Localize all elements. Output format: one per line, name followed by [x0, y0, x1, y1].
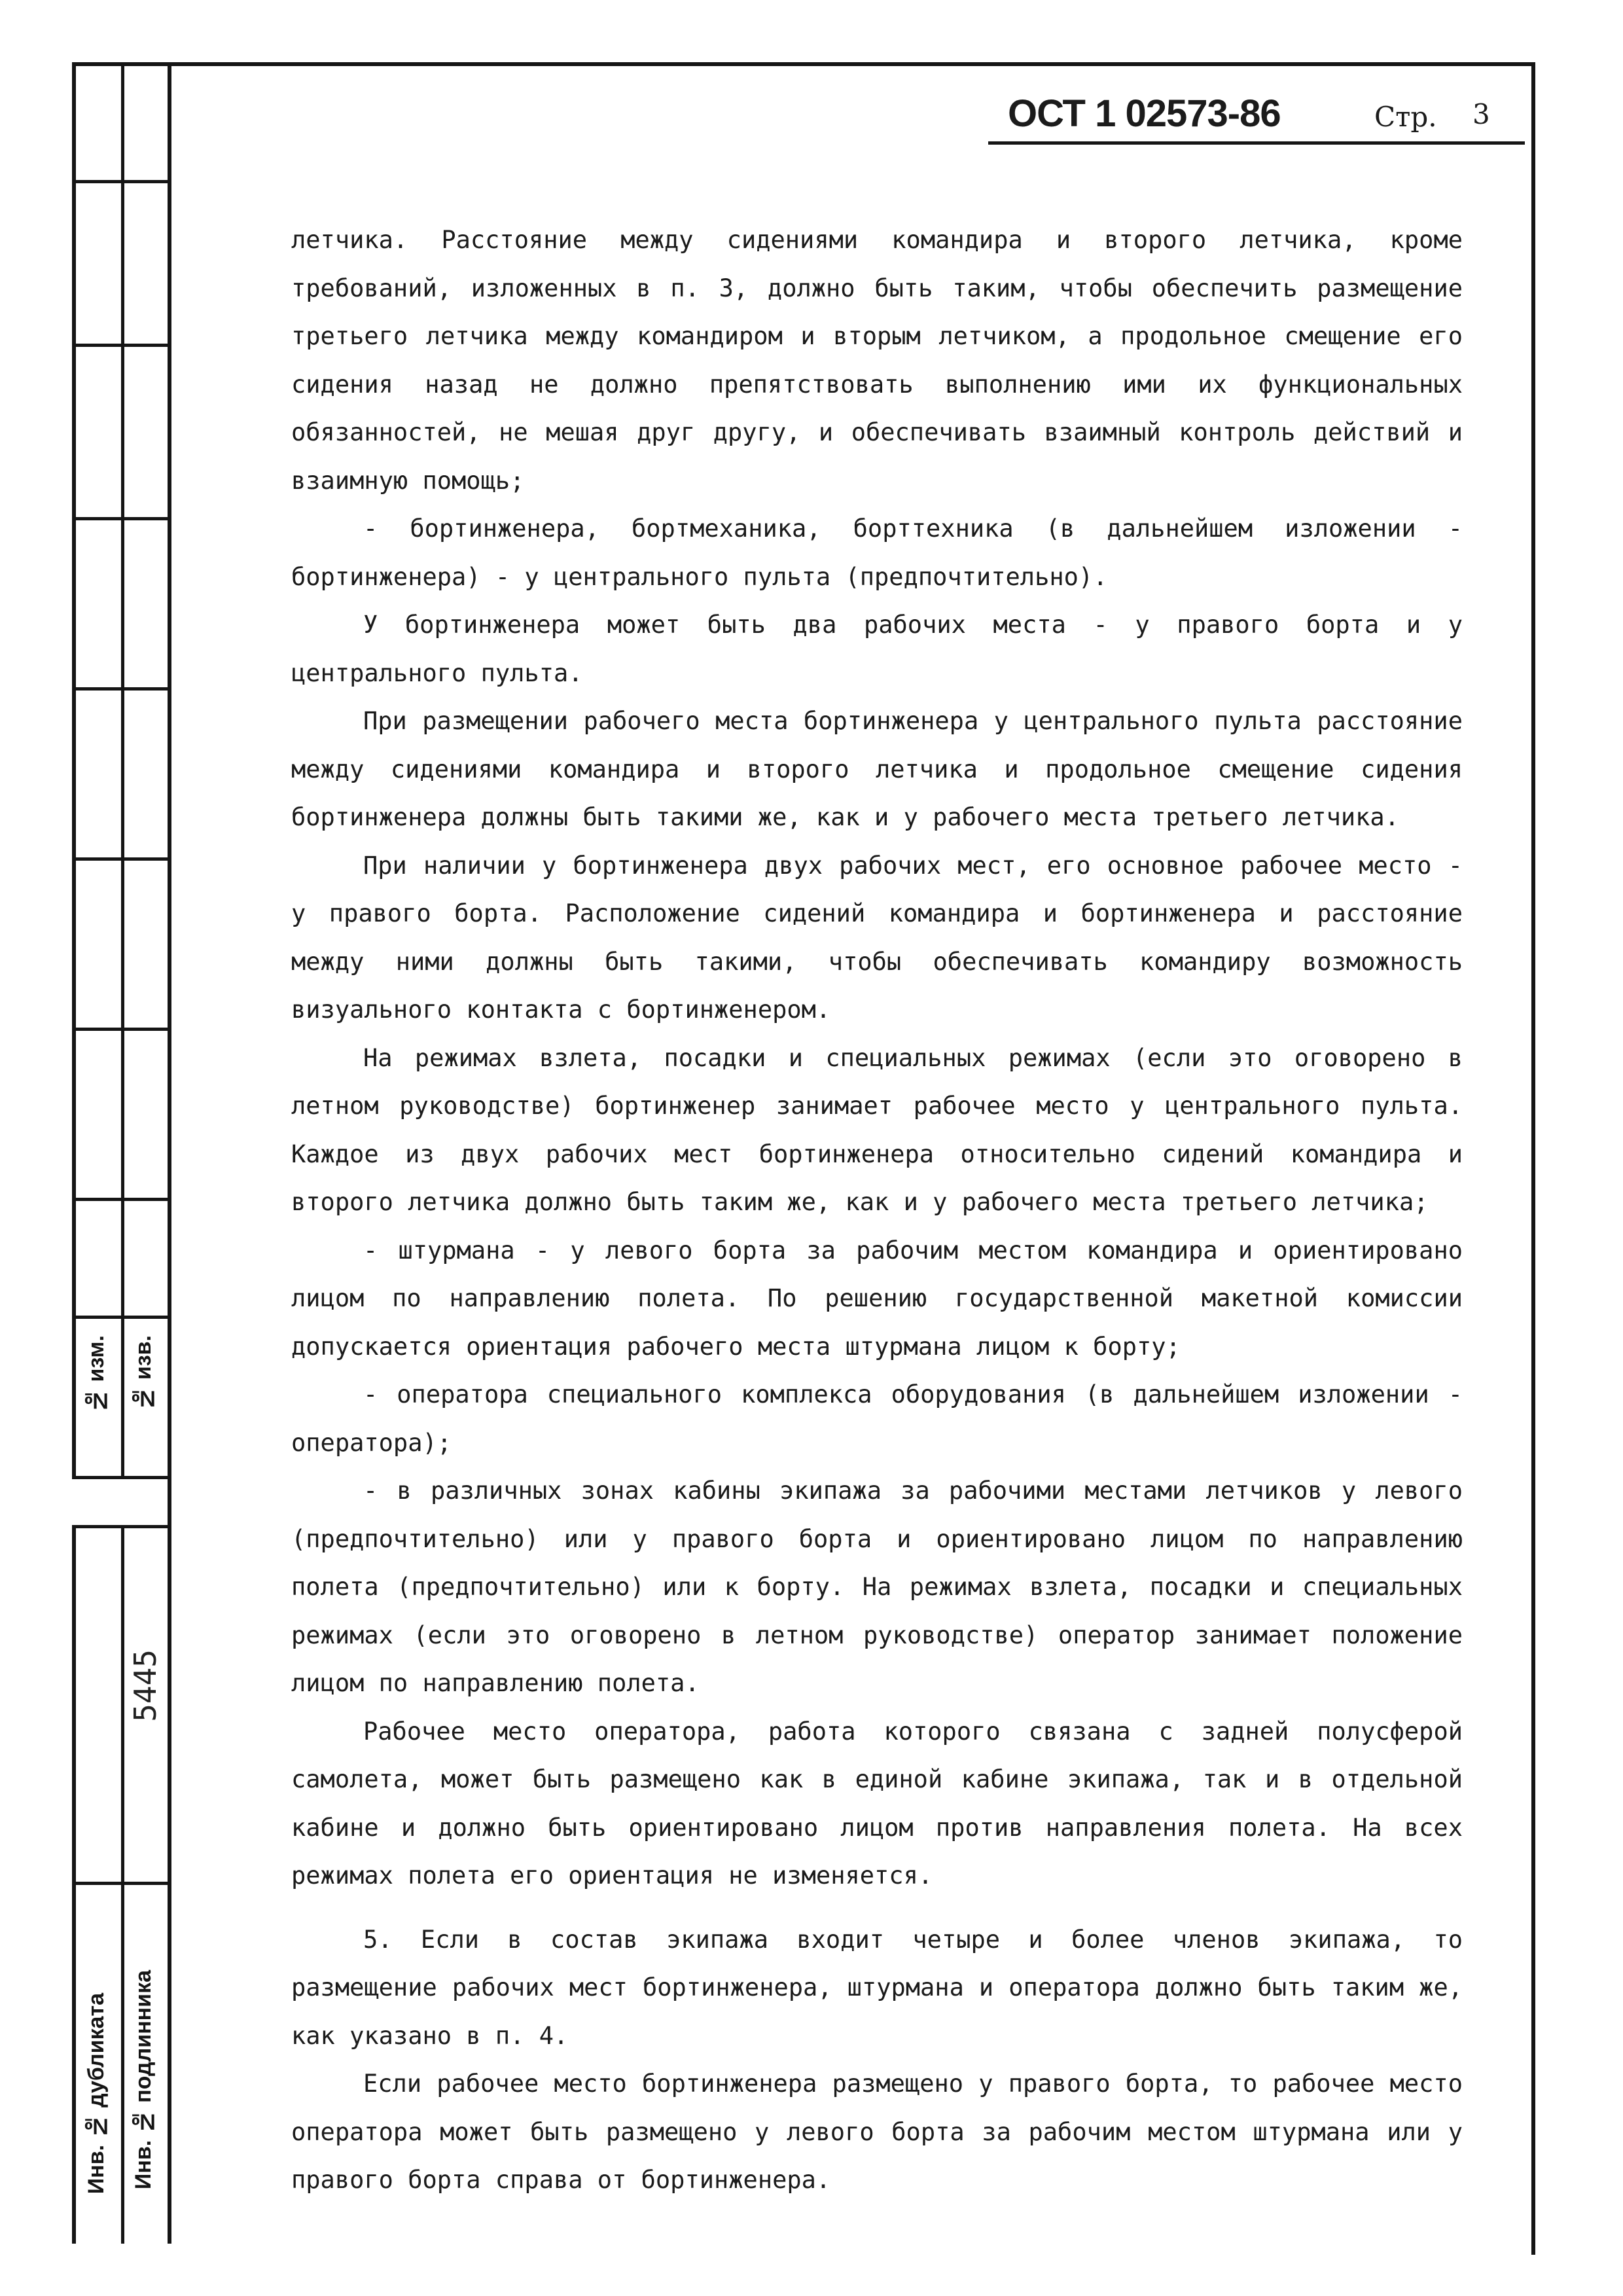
frame-inner-line	[168, 62, 171, 2244]
paragraph: - штурмана - у левого борта за рабочим местом командира и ориентировано лицом по направлению полета. По решению государственной макетной комиссии допускается ориентация рабочего места штурмана лицом к борту;	[291, 1236, 1463, 1361]
paragraph: При размещении рабочего места бортинженера у центрального пульта расстояние между сидениями командира и второго летчика и продольное смещение сидения бортинженера должны быть такими же, как и у рабочего места третьего летчика.	[291, 707, 1463, 831]
paragraph: Рабочее место оператора, работа которого связана с задней полусферой самолета, может быть размещено как в единой кабине экипажа, так и в отдельной кабине и должно быть ориентировано лицом против направления полета. На всех режимах полета его ориентация не изменяется.	[291, 1717, 1463, 1890]
margin-cell	[72, 857, 170, 861]
margin-outer-line	[72, 62, 76, 1476]
margin-cell	[72, 1028, 170, 1031]
paragraph: При наличии у бортинженера двух рабочих мест, его основное рабочее место - у правого борта. Расположение сидений командира и бортинженера и расстояние между ними должны быть такими, чтобы обеспечивать командиру возможность визуального контакта с бортинженером.	[291, 851, 1463, 1024]
margin-cell	[72, 1198, 170, 1201]
margin-cell	[72, 1525, 170, 1528]
paragraph: Если рабочее место бортинженера размещено у правого борта, то рабочее место оператора может быть размещено у левого борта за рабочим местом штурмана или у правого борта справа от бортинженера.	[291, 2070, 1463, 2194]
document-body	[291, 216, 1463, 2204]
paragraph: На режимах взлета, посадки и специальных режимах (если это оговорено в летном руководстве) бортинженер занимает рабочее место у центрального пульта. Каждое из двух рабочих мест бортинженера относительно сидений командира и второго летчика должно быть таким же, как и у рабочего места третьего летчика;	[291, 1043, 1463, 1216]
frame-top-rule	[72, 62, 1535, 66]
page-label: Стр.	[1374, 101, 1437, 133]
original-inventory-number: 5445	[128, 1649, 163, 1722]
page-header	[988, 92, 1525, 145]
margin-cell	[72, 1476, 170, 1479]
label-notice-no: № изв.	[131, 1335, 156, 1411]
paragraph: - бортинженера, бортмеханика, борттехника (в дальнейшем изложении - бортинженера) - у центрального пульта (предпочтительно).	[291, 514, 1463, 591]
margin-cell	[72, 1882, 170, 1885]
paragraph: - в различных зонах кабины экипажа за рабочими местами летчиков у левого (предпочтительно) или у правого борта и ориентировано лицом по направлению полета (предпочтительно) или к борту. На режимах взлета, посадки и специальных режимах (если это оговорено в летном руководстве) оператор занимает положение лицом по направлению полета.	[291, 1477, 1463, 1697]
margin-cell	[72, 1316, 170, 1319]
frame-right-line	[1531, 62, 1535, 2255]
margin-col-divider	[121, 62, 124, 1476]
paragraph: У бортинженера может быть два рабочих места - у правого борта и у центрального пульта.	[291, 611, 1463, 687]
margin-cell	[72, 517, 170, 520]
label-duplicate-inventory: Инв. № дубликата	[84, 1993, 109, 2195]
label-change-no: № изм.	[84, 1335, 109, 1413]
paragraph-section-5: 5. Если в состав экипажа входит четыре и более членов экипажа, то размещение рабочих мест бортинженера, штурмана и оператора должно быть таким же, как указано в п. 4.	[291, 1925, 1463, 2050]
page-number: 3	[1472, 98, 1490, 130]
margin-cell	[72, 687, 170, 691]
label-original-inventory: Инв. № подлинника	[131, 1970, 156, 2190]
paragraph: - оператора специального комплекса оборудования (в дальнейшем изложении - оператора);	[291, 1380, 1463, 1457]
paragraph: летчика. Расстояние между сидениями командира и второго летчика, кроме требований, изложенных в п. 3, должно быть таким, чтобы обеспечить размещение третьего летчика между командиром и вторым летчиком, а продольное смещение его сидения назад не должно препятствовать выполнению ими их функциональных обязанностей, не мешая друг другу, и обеспечивать взаимный контроль действий и взаимную помощь;	[291, 226, 1463, 495]
margin-cell	[72, 344, 170, 347]
margin-cell	[72, 180, 170, 183]
document-code: ОСТ 1 02573-86	[1008, 92, 1281, 135]
